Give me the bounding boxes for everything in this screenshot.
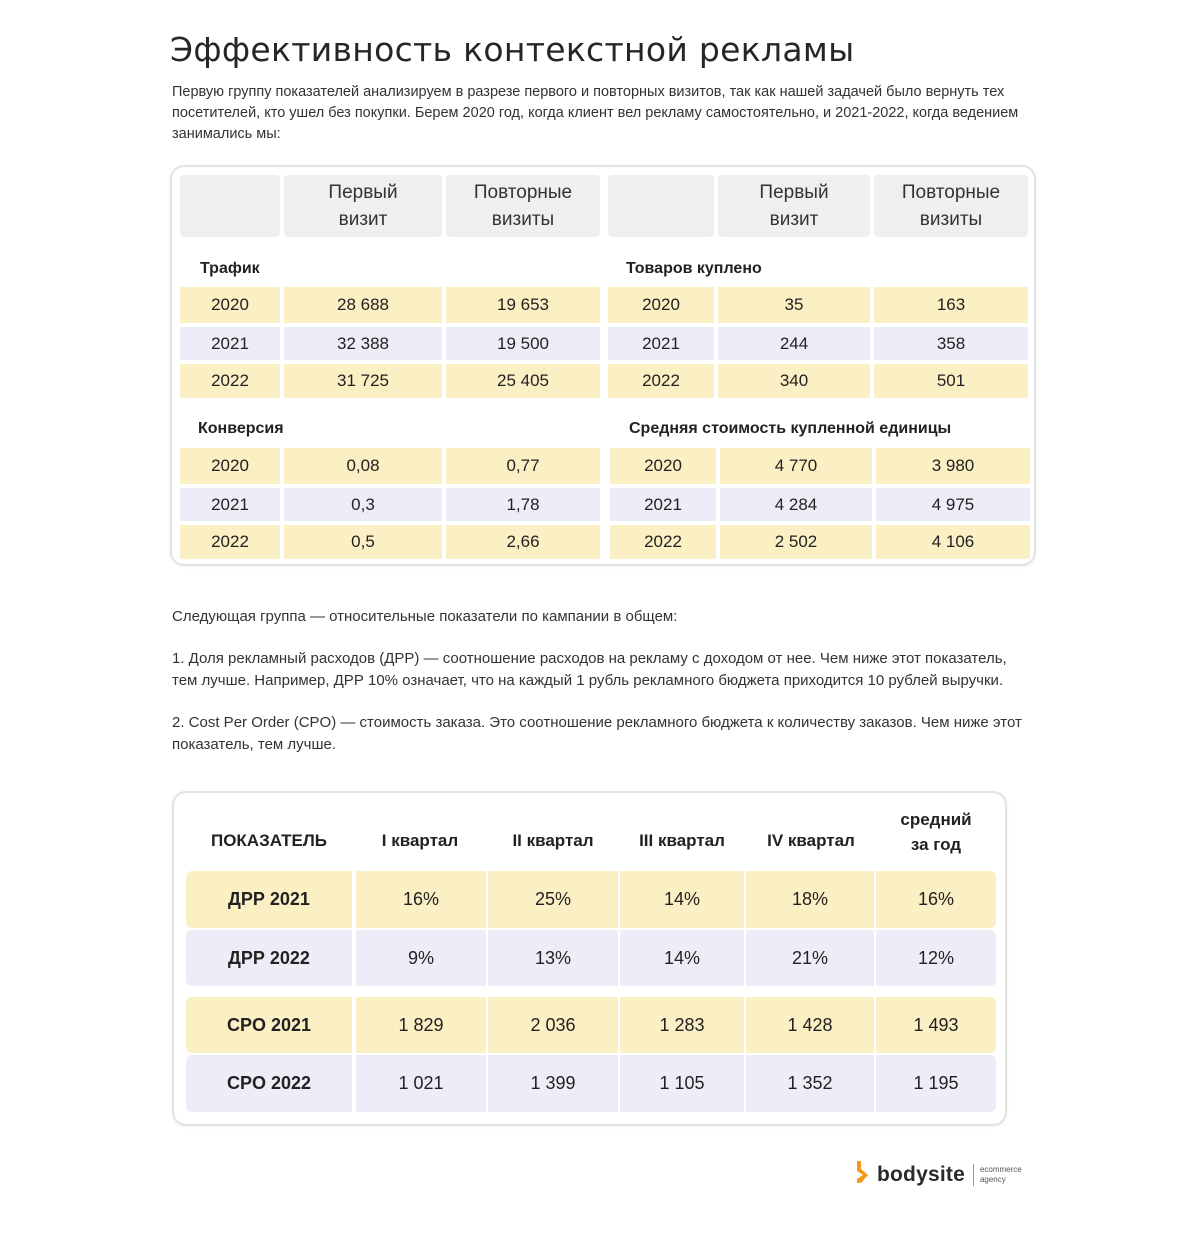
logo-divider (973, 1164, 974, 1186)
traffic-label: Трафик (200, 260, 260, 277)
logo-tagline-line1: ecommerce (979, 1164, 1022, 1174)
header-q1: I квартал (381, 830, 459, 850)
avg-cost-first-2022: 2 502 (720, 525, 872, 559)
drr-2022-q4: 21% (746, 930, 874, 986)
cpo-2021-q4: 1 428 (746, 997, 874, 1053)
drr-2021-q2: 25% (488, 871, 618, 928)
conversion-year-2021: 2021 (180, 488, 280, 521)
drr-definition: 1. Доля рекламный расходов (ДРР) — соотношение расходов на рекламу с доходом от нее. Чем ниже этот показатель, тем лучше. Например, ДРР 10% означает, что на каждый 1 рубль рекламного бюджета приходится 10 рублей выручки. (172, 650, 1007, 689)
logo-tagline (980, 1165, 1022, 1185)
drr-2022-q1: 9% (356, 930, 486, 986)
bodysite-logo (855, 1160, 1022, 1189)
traffic-first-2021: 32 388 (284, 327, 442, 360)
visits-panel (170, 165, 1036, 566)
goods-first-2021: 244 (718, 327, 870, 360)
avg-cost-label: Средняя стоимость купленной единицы (629, 420, 952, 437)
intro-text: Первую группу показателей анализируем в разрезе первого и повторных визитов, так как нашей задачей было вернуть тех посетителей, кто ушел без покупки. Берем 2020 год, когда клиент вел рекламу самостоятельно, и 2021-2022, когда ведением занимались мы: (172, 84, 1019, 142)
cpo-2022-q2: 1 399 (488, 1055, 618, 1112)
header-q3: III квартал (639, 830, 725, 850)
goods-year-2020: 2020 (608, 287, 714, 323)
header-repeat-visits-right: Повторные визиты (874, 175, 1028, 237)
avg-cost-repeat-2020: 3 980 (876, 448, 1030, 484)
conversion-repeat-2021: 1,78 (446, 488, 600, 521)
cpo-2021-q1: 1 829 (356, 997, 486, 1053)
cpo-definition: 2. Cost Per Order (CPO) — стоимость заказа. Это соотношение рекламного бюджета к количеству заказов. Чем ниже этот показатель, тем лучше. (172, 714, 1022, 753)
goods-repeat-2020: 163 (874, 287, 1028, 323)
header-q2: II квартал (512, 830, 594, 850)
goods-repeat-2021: 358 (874, 327, 1028, 360)
drr-2021-q4: 18% (746, 871, 874, 928)
cpo-2022-q3: 1 105 (620, 1055, 744, 1112)
traffic-year-2021: 2021 (180, 327, 280, 360)
bodysite-logo-icon (855, 1160, 871, 1189)
drr-2021-q1: 16% (356, 871, 486, 928)
logo-name: bodysite (877, 1162, 965, 1186)
next-group-text: Следующая группа — относительные показатели по кампании в общем: (172, 608, 678, 625)
row-label-drr-2021: ДРР 2021 (186, 871, 352, 928)
conversion-year-2020: 2020 (180, 448, 280, 484)
avg-cost-repeat-2021: 4 975 (876, 488, 1030, 521)
header-repeat-visits-left: Повторные визиты (446, 175, 600, 237)
quarterly-metrics-panel (172, 791, 1007, 1126)
goods-repeat-2022: 501 (874, 364, 1028, 398)
drr-2022-q2: 13% (488, 930, 618, 986)
header-year-average: средний за год (900, 810, 972, 854)
goods-label: Товаров куплено (626, 260, 762, 277)
header-first-visit-left: Первый визит (284, 175, 442, 237)
cpo-2022-q4: 1 352 (746, 1055, 874, 1112)
goods-year-2021: 2021 (608, 327, 714, 360)
traffic-year-2020: 2020 (180, 287, 280, 323)
avg-cost-year-2021: 2021 (610, 488, 716, 521)
header-metric: ПОКАЗАТЕЛЬ (210, 830, 328, 850)
row-label-cpo-2021: CPO 2021 (186, 997, 352, 1053)
conversion-label: Конверсия (198, 420, 284, 437)
traffic-year-2022: 2022 (180, 364, 280, 398)
conversion-year-2022: 2022 (180, 525, 280, 559)
row-label-cpo-2022: CPO 2022 (186, 1055, 352, 1112)
cpo-2021-year: 1 493 (876, 997, 996, 1053)
page-title: Эффективность контекстной рекламы (170, 30, 855, 69)
avg-cost-year-2020: 2020 (610, 448, 716, 484)
drr-2021-q3: 14% (620, 871, 744, 928)
avg-cost-repeat-2022: 4 106 (876, 525, 1030, 559)
traffic-first-2020: 28 688 (284, 287, 442, 323)
header-blank-left (180, 175, 280, 237)
cpo-2022-q1: 1 021 (356, 1055, 486, 1112)
conversion-repeat-2020: 0,77 (446, 448, 600, 484)
avg-cost-year-2022: 2022 (610, 525, 716, 559)
traffic-repeat-2022: 25 405 (446, 364, 600, 398)
avg-cost-first-2021: 4 284 (720, 488, 872, 521)
conversion-first-2021: 0,3 (284, 488, 442, 521)
header-first-visit-right: Первый визит (718, 175, 870, 237)
traffic-repeat-2021: 19 500 (446, 327, 600, 360)
conversion-repeat-2022: 2,66 (446, 525, 600, 559)
cpo-2021-q3: 1 283 (620, 997, 744, 1053)
avg-cost-first-2020: 4 770 (720, 448, 872, 484)
header-blank-right (608, 175, 714, 237)
goods-year-2022: 2022 (608, 364, 714, 398)
traffic-repeat-2020: 19 653 (446, 287, 600, 323)
goods-first-2022: 340 (718, 364, 870, 398)
drr-2021-year: 16% (876, 871, 996, 928)
drr-2022-q3: 14% (620, 930, 744, 986)
row-label-drr-2022: ДРР 2022 (186, 930, 352, 986)
traffic-first-2022: 31 725 (284, 364, 442, 398)
header-q4: IV квартал (767, 830, 855, 850)
logo-tagline-line2: agency (979, 1174, 1006, 1184)
conversion-first-2022: 0,5 (284, 525, 442, 559)
goods-first-2020: 35 (718, 287, 870, 323)
conversion-first-2020: 0,08 (284, 448, 442, 484)
cpo-2021-q2: 2 036 (488, 997, 618, 1053)
drr-2022-year: 12% (876, 930, 996, 986)
cpo-2022-year: 1 195 (876, 1055, 996, 1112)
